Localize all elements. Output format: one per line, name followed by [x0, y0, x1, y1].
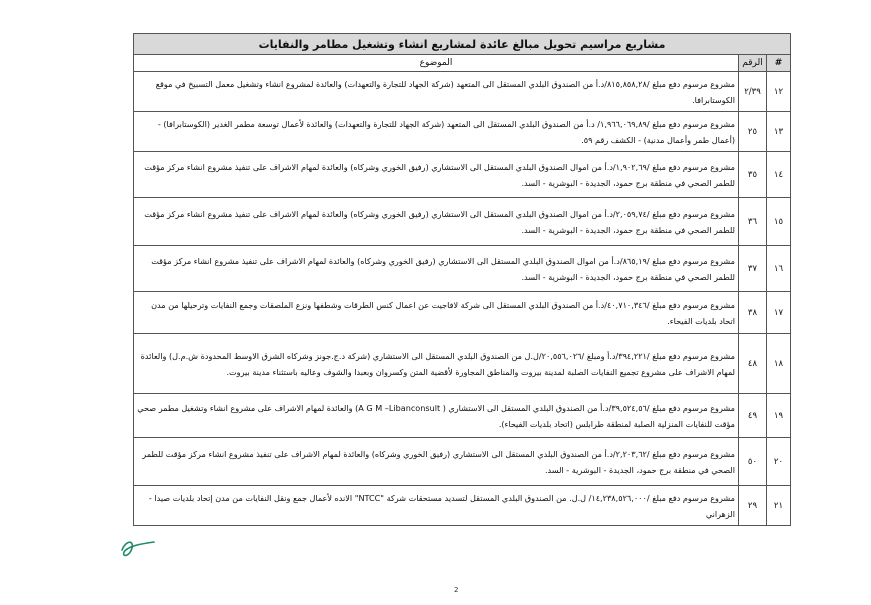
table-row [134, 198, 791, 246]
table-row [134, 292, 791, 334]
row-subject: مشروع مرسوم دفع مبلغ /١٤,٢٣٨,٥٢٦,٠٠٠/ ل.ل. من الصندوق البلدي المستقل لتسديد مستحقات شركة "NTCC" الانده لأعمال جمع ونقل النفايات من مدن إتحاد بلديات صيدا - الزهراني [134, 486, 739, 526]
row-number: ١٥ [767, 198, 791, 246]
row-subject: مشروع مرسوم دفع مبلغ /٨١٥,٨٥٨,٢٨/د.أ من الصندوق البلدي المستقل الى المتعهد (شركة الجهاد للتجارة والتعهدات) والعائدة لمشروع انشاء وتشغيل معمل التسبيخ في موقع الكوستابرافا. [134, 72, 739, 112]
table-row [134, 246, 791, 292]
table-row [134, 334, 791, 394]
row-ref: ٤٩ [739, 394, 767, 438]
row-number: ١٦ [767, 246, 791, 292]
header-row [134, 55, 791, 72]
row-subject: مشروع مرسوم دفع مبلغ /٣٩٤,٢٢١/د.أ ومبلغ /٢٠,٥٥٦,٠٢٦/ل.ل من الصندوق البلدي المستقل الى الاستشاري (شركة د.ج.جونز وشركاه الشرق الاوسط المحدودة ش.م.ل) والعائدة لمهام الاشراف على مشروع تجميع النفايات الصلبة لمدينة بيروت والمناطق المجاورة لأقضية المتن وكسروان وبعبدا والشوف وعاليه باستثناء مدينة بيروت. [134, 334, 739, 394]
row-ref: ٥٠ [739, 438, 767, 486]
title-row [134, 34, 791, 55]
header-subject: الموضوع [134, 55, 739, 72]
header-ref: الرقم [739, 55, 767, 72]
row-ref: ٣٨ [739, 292, 767, 334]
row-number: ٢٠ [767, 438, 791, 486]
page-number: 2 [454, 586, 459, 594]
row-subject: مشروع مرسوم دفع مبلغ /١,٩٦٦,٠٦٩,٨٩/ د.أ من الصندوق البلدي المستقل الى المتعهد (شركة الجهاد للتجارة والتعهدات) والعائدة لأعمال توسعة مطمر الغدير (الكوستابرافا) - (أعمال طمر وأعمال مدنية) - الكشف رقم ٥٩. [134, 112, 739, 152]
table-row [134, 112, 791, 152]
row-subject: مشروع مرسوم دفع مبلغ /٣٩,٥٢٤,٥٦/د.أ من الصندوق البلدي المستقل الى الاستشاري ( A G M –Libanconsult) والعائدة لمهام الاشراف على مشروع انشاء وتشغيل مطمر صحي مؤقت للنفايات المنزلية الصلبة لمنطقة طرابلس (اتحاد بلديات الفيحاء). [134, 394, 739, 438]
table-row [134, 394, 791, 438]
row-ref: ٢٩ [739, 486, 767, 526]
row-ref: ٣٧ [739, 246, 767, 292]
row-subject: مشروع مرسوم دفع مبلغ /١,٩٠٢,٦٩/د.أ من اموال الصندوق البلدي المستقل الى الاستشاري (رفيق الخوري وشركاه) والعائدة لمهام الاشراف على تنفيذ مشروع انشاء مركز مؤقت للطمر الصحي في منطقة برج حمود، الجديدة - البوشرية - السد. [134, 152, 739, 198]
row-ref: ٣٥ [739, 152, 767, 198]
row-subject: مشروع مرسوم دفع مبلغ /٤٠,٧١٠,٣٤٦/د.أ من الصندوق البلدي المستقل الى شركة لافاجيت عن اعمال كنس الطرقات وشطفها ونزع الملصقات وجمع النفايات وترحيلها من مدن اتحاد بلديات الفيحاء. [134, 292, 739, 334]
header-number: # [767, 55, 791, 72]
row-number: ٢١ [767, 486, 791, 526]
table-body [134, 34, 791, 526]
row-number: ١٨ [767, 334, 791, 394]
row-subject: مشروع مرسوم دفع مبلغ /٢,٢٠٣,٦٢/د.أ من الصندوق البلدي المستقل الى الاستشاري (رفيق الخوري وشركاه) والعائدة لمهام الاشراف على تنفيذ مشروع انشاء مركز مؤقت للطمر الصحي في منطقة برج حمود، الجديدة - البوشرية - السد. [134, 438, 739, 486]
table-row [134, 438, 791, 486]
decrees-table [133, 33, 791, 526]
table-row [134, 152, 791, 198]
table-row [134, 72, 791, 112]
row-number: ١٧ [767, 292, 791, 334]
table-title: مشاريع مراسيم تحويل مبالغ عائدة لمشاريع انشاء وتشغيل مطامر والنفايات [134, 34, 791, 55]
row-ref: ٤٨ [739, 334, 767, 394]
row-number: ١٣ [767, 112, 791, 152]
row-subject: مشروع مرسوم دفع مبلغ /٨٦٥,١٩/د.أ من اموال الصندوق البلدي المستقل الى الاستشاري (رفيق الخوري وشركاه) والعائدة لمهام الاشراف على تنفيذ مشروع انشاء مركز مؤقت للطمر الصحي في منطقة برج حمود، الجديدة - البوشرية - السد. [134, 246, 739, 292]
row-ref: ٢٥ [739, 112, 767, 152]
row-number: ١٢ [767, 72, 791, 112]
row-number: ١٤ [767, 152, 791, 198]
signature-mark [118, 536, 158, 560]
row-number: ١٩ [767, 394, 791, 438]
row-ref: ٢/٣٩ [739, 72, 767, 112]
table-row [134, 486, 791, 526]
row-ref: ٣٦ [739, 198, 767, 246]
row-subject: مشروع مرسوم دفع مبلغ /٢,٠٥٩,٧٤/د.أ من اموال الصندوق البلدي المستقل الى الاستشاري (رفيق الخوري وشركاه) والعائدة لمهام الاشراف على تنفيذ مشروع انشاء مركز مؤقت للطمر الصحي في منطقة برج حمود، الجديدة - البوشرية - السد. [134, 198, 739, 246]
